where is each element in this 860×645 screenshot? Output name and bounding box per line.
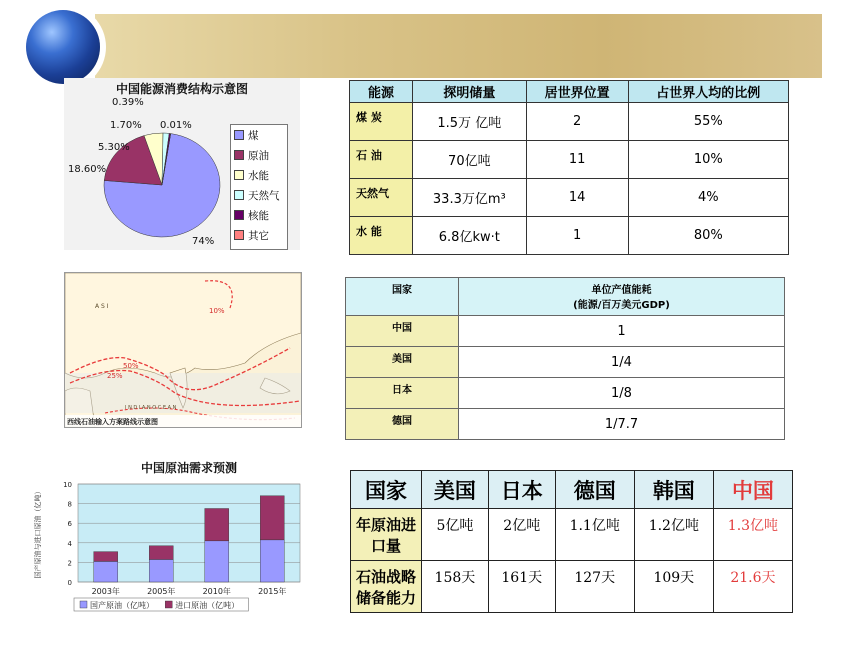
legend-label: 其它 <box>248 229 269 242</box>
column-header: 探明储量 <box>413 81 527 103</box>
y-tick-label: 8 <box>67 500 72 509</box>
bar <box>260 540 284 582</box>
map-place-label: I N D I A N O C E A N <box>125 405 177 411</box>
map-graphic <box>65 273 301 427</box>
energy-cell: 水 能 <box>350 217 413 255</box>
legend-label: 煤 <box>248 129 259 142</box>
map-pct-label: 50% <box>123 362 139 370</box>
bar <box>149 546 173 560</box>
ratio-cell: 4% <box>628 179 788 217</box>
legend-item <box>231 185 287 205</box>
legend-label: 原油 <box>248 149 269 162</box>
value-cell: 1 <box>459 316 785 347</box>
row-label: 石油战略储备能力 <box>351 561 422 613</box>
metric-header-line1: 单位产值能耗 <box>591 285 652 296</box>
rank-cell: 1 <box>526 217 628 255</box>
table-row <box>346 316 785 347</box>
legend-label: 进口原油（亿吨） <box>175 601 240 610</box>
oil-demand-chart-card <box>30 458 310 620</box>
country-cell: 中国 <box>346 316 459 347</box>
legend-swatch <box>234 130 244 140</box>
rank-cell: 2 <box>526 103 628 141</box>
column-header: 日本 <box>488 471 555 509</box>
column-header: 德国 <box>555 471 634 509</box>
column-header: 占世界人均的比例 <box>628 81 788 103</box>
metric-header-line2: (能源/百万美元GDP) <box>573 300 670 311</box>
value-cell: 5亿吨 <box>422 509 489 561</box>
legend-label: 水能 <box>248 169 269 182</box>
value-cell: 1.1亿吨 <box>555 509 634 561</box>
reserve-cell: 6.8亿kw·t <box>413 217 527 255</box>
country-cell: 美国 <box>346 347 459 378</box>
bar <box>205 541 229 582</box>
value-cell: 1/4 <box>459 347 785 378</box>
reserve-cell: 33.3万亿m³ <box>413 179 527 217</box>
x-tick-label: 2005年 <box>147 587 176 596</box>
x-tick-label: 2003年 <box>91 587 120 596</box>
legend-item <box>231 225 287 245</box>
column-header <box>459 278 785 316</box>
pie-label: 18.60% <box>68 164 107 175</box>
legend-swatch <box>234 230 244 240</box>
value-cell: 1/8 <box>459 378 785 409</box>
chart-title: 中国原油需求预测 <box>140 461 238 475</box>
table-row <box>350 103 789 141</box>
energy-cell: 煤 炭 <box>350 103 413 141</box>
country-cell: 德国 <box>346 409 459 440</box>
value-cell: 109天 <box>634 561 713 613</box>
energy-consumption-table <box>345 277 785 440</box>
energy-reserves-table <box>349 80 789 255</box>
map-caption: 西线石油输入方案路线示意图 <box>67 418 158 426</box>
y-tick-label: 0 <box>67 579 72 587</box>
ratio-cell: 80% <box>628 217 788 255</box>
legend-label: 国产原油（亿吨） <box>90 601 154 610</box>
legend-label: 核能 <box>248 209 269 222</box>
country-cell: 日本 <box>346 378 459 409</box>
x-tick-label: 2015年 <box>258 587 287 596</box>
table-row <box>346 347 785 378</box>
table-row <box>350 179 789 217</box>
map-pct-label: 25% <box>107 372 123 380</box>
column-header: 国家 <box>346 278 459 316</box>
table-row <box>350 217 789 255</box>
bar <box>94 552 118 562</box>
value-cell: 1.3亿吨 <box>713 509 792 561</box>
value-cell: 2亿吨 <box>488 509 555 561</box>
table-row <box>351 509 793 561</box>
y-axis-label: 国产原油与进口原油（亿吨） <box>34 487 42 579</box>
ratio-cell: 10% <box>628 141 788 179</box>
y-tick-label: 4 <box>67 539 72 548</box>
oil-demand-chart <box>30 458 310 620</box>
y-tick-label: 6 <box>67 520 72 529</box>
column-header: 国家 <box>351 471 422 509</box>
ratio-cell: 55% <box>628 103 788 141</box>
table-row <box>350 141 789 179</box>
globe-icon <box>26 10 100 84</box>
oil-route-map <box>64 272 302 428</box>
pie-label: 1.70% <box>110 120 142 131</box>
table-header-row <box>350 81 789 103</box>
map-pct-label: 10% <box>209 307 225 315</box>
value-cell: 1.2亿吨 <box>634 509 713 561</box>
column-header: 美国 <box>422 471 489 509</box>
table-header-row <box>351 471 793 509</box>
map-place-label: A S I <box>95 303 109 310</box>
table-row <box>346 378 785 409</box>
column-header: 韩国 <box>634 471 713 509</box>
legend-item <box>231 165 287 185</box>
pie-label: 5.30% <box>98 142 130 153</box>
legend-swatch <box>80 601 87 608</box>
legend-swatch <box>165 601 172 608</box>
x-tick-label: 2010年 <box>202 587 231 596</box>
pie-chart-card <box>64 78 300 250</box>
bar <box>260 496 284 540</box>
pie-label: 0.01% <box>160 120 192 131</box>
y-tick-label: 10 <box>63 481 72 489</box>
header-map-banner <box>95 14 822 78</box>
rank-cell: 14 <box>526 179 628 217</box>
table-row <box>346 409 785 440</box>
reserve-cell: 1.5万 亿吨 <box>413 103 527 141</box>
legend-swatch <box>234 150 244 160</box>
pie-label: 74% <box>192 236 215 247</box>
value-cell: 161天 <box>488 561 555 613</box>
legend-item <box>231 145 287 165</box>
legend-swatch <box>234 170 244 180</box>
legend-label: 天然气 <box>248 189 280 202</box>
pie-label: 0.39% <box>112 97 144 108</box>
value-cell: 1/7.7 <box>459 409 785 440</box>
legend-item <box>231 205 287 225</box>
bar <box>149 559 173 582</box>
energy-cell: 石 油 <box>350 141 413 179</box>
oil-import-reserve-table <box>350 470 793 613</box>
value-cell: 127天 <box>555 561 634 613</box>
bar <box>205 509 229 541</box>
value-cell: 158天 <box>422 561 489 613</box>
legend-swatch <box>234 210 244 220</box>
energy-cell: 天然气 <box>350 179 413 217</box>
reserve-cell: 70亿吨 <box>413 141 527 179</box>
rank-cell: 11 <box>526 141 628 179</box>
bar <box>94 561 118 582</box>
table-header-row <box>346 278 785 316</box>
row-label: 年原油进口量 <box>351 509 422 561</box>
y-tick-label: 2 <box>67 559 72 568</box>
pie-legend <box>230 124 288 250</box>
pie-chart-title: 中国能源消费结构示意图 <box>115 82 248 96</box>
column-header: 居世界位置 <box>526 81 628 103</box>
column-header: 能源 <box>350 81 413 103</box>
value-cell: 21.6天 <box>713 561 792 613</box>
column-header: 中国 <box>713 471 792 509</box>
table-row <box>351 561 793 613</box>
legend-swatch <box>234 190 244 200</box>
legend-item <box>231 125 287 145</box>
